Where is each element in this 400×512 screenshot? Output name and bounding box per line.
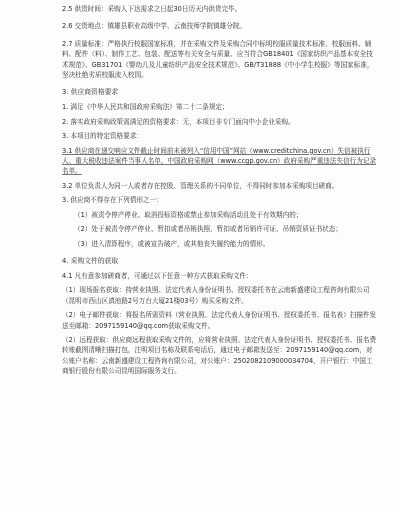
clause-2-6: 2.6 交货地点：镇雄县职业高级中学、云南技师学院镇雄分院。 [62, 22, 247, 31]
clause-3-1: 1. 满足《中华人民共和国政府采购法》第二十二条规定； [62, 103, 229, 112]
page-edge [0, 502, 400, 512]
section-3-heading: 3. 供应商资格要求 [62, 88, 119, 97]
clause-3-3-1: 3.1 供应商在递交响应文件截止时间前未被列入“信用中国”网站（www.creditchina.gov.cn）失信被执行人、重大税收违法案件当事人名单，中国政府采购网（www.ccgp.gov.cn）政府采购严重违法失信行为记录名单。 [62, 146, 377, 176]
clause-4-1-2: （2）电子邮件获取：将报名所需资料（营业执照、法定代表人身份证明书、授权委托书、报名表）扫描件发送至邮箱：2097159140@qq.com获取采购文件。 [62, 311, 377, 330]
clause-3-3: 3. 本项目的特定资格要求： [62, 132, 143, 141]
clause-2-5: 2.5 供货时间：采购人下达需求之日起30日历天内供货完毕。 [62, 5, 242, 13]
clause-3-4-1: （1）被责令停产停业、取消投标资格或禁止参加采购活动且处于有效期内的； [74, 210, 303, 219]
clause-3-4: 3. 供应商不得存在下列情形之一： [62, 196, 163, 205]
clause-2-7: 2.7 质量标准：严格执行校服国家标准，并在采购文件及采购合同中标明校服质量技术标准、校服面料、辅料、配件（料）、制作工艺、包装、配送等有关安全与质量、应当符合GB18401《国家纺织产品基本安全技术规范》、GB31701《婴幼儿及儿童纺织产品安全技术规范》、GB/T31888《中小学生校服》等国家标准，坚决杜绝劣质校服流入校园。 [62, 39, 374, 80]
clause-3-4-3: （3）进入清算程序，或被宣告破产，或其他丧失履约能力的情形。 [74, 239, 270, 248]
clause-3-4-2: （2）处于被责令停产停业、暂扣或者吊销执照、暂扣或者吊销许可证、吊销资质证书状态； [74, 225, 342, 234]
clause-3-3-2: 3.2 单位负责人为同一人或者存在控股、管理关系的不同单位，不得同时参加本采购项目磋商。 [62, 181, 339, 190]
section-4-heading: 4. 采购文件的获取 [62, 256, 119, 265]
clause-3-2: 2. 落实政府采购政策需满足的资格要求：无，本项目非专门面向中小企业采购。 [62, 117, 295, 126]
clause-4-1: 4.1 凡有意参加磋商者，可通过以下任意一种方式获取采购文件： [62, 271, 253, 280]
clause-4-1-1: （1）现场报名获取：持营业执照、法定代表人身份证明书、授权委托书在云南新盛建设工程咨询有限公司（昆明市西山区滇池路2号万台大厦21楼03号）购买采购文件。 [62, 286, 370, 305]
clause-4-1-3: （2）远程获取：供应商远程获取采购文件的，应将营业执照、法定代表人身份证明书、授权委托书、报名费转账截图清晰扫描打包，注明项目名称及联系电话后，通过电子邮箱发送至：2097159140@qq.com，对公账户名称：云南新盛建设工程咨询有限公司，对公账户：2502082109000034704，开户银行：中国工商银行股份有限公司昆明国际服务支行。 [62, 335, 377, 376]
